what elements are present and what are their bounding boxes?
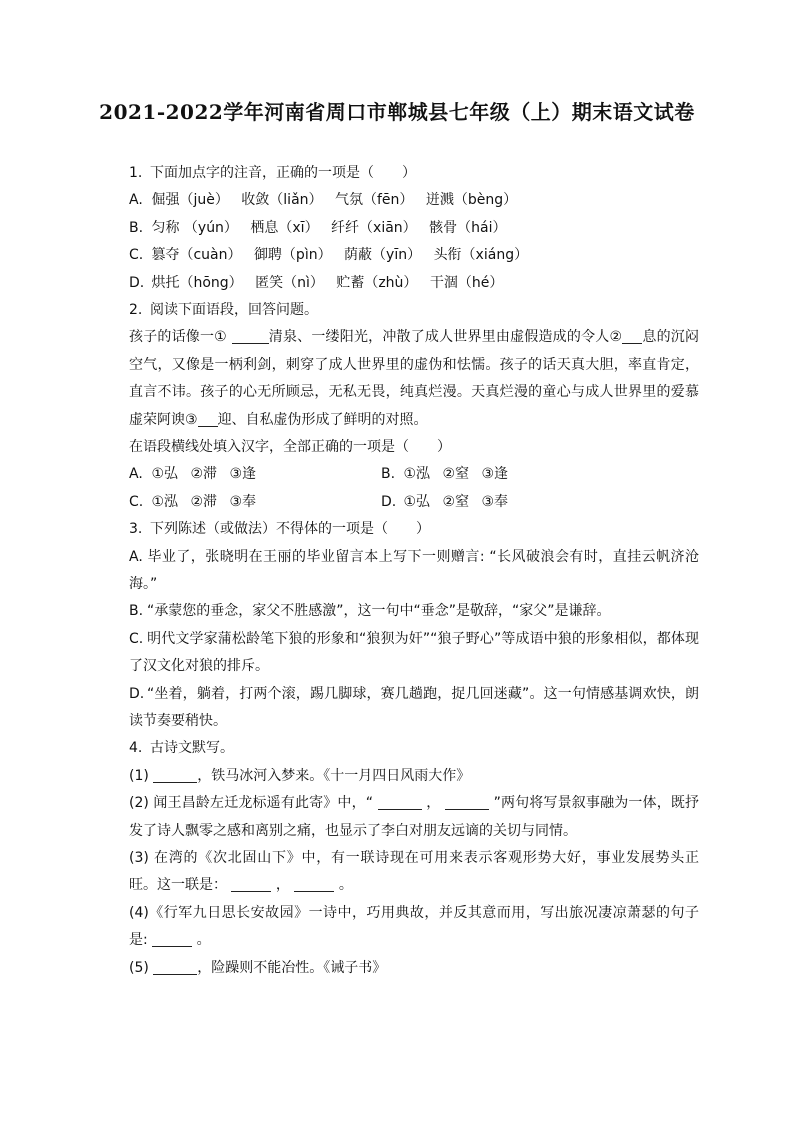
option-label: C.	[129, 247, 144, 264]
q2-option-a	[129, 466, 264, 482]
option-item: ②滞	[190, 493, 218, 510]
blank-3	[198, 410, 218, 427]
option-item: 收敛（liǎn）	[241, 192, 323, 209]
option-item: 贮蓄（zhù）	[336, 274, 418, 291]
option-item: 荫蔽（yīn）	[344, 247, 422, 264]
item-text: (4)《行军九日思长安故园》一诗中，巧用典故，并反其意而用，写出旅况凄凉萧瑟的句子是:	[129, 904, 699, 949]
option-item: 干涸（hé）	[429, 274, 504, 291]
option-item: ③奉	[229, 493, 257, 510]
option-item: ①弘	[151, 466, 179, 483]
option-item: 纤纤（xiān）	[331, 219, 417, 236]
option-item: 篡夺（cuàn）	[151, 247, 242, 264]
passage-text: 清泉、一缕阳光，冲散了成人世界里由虚假造成的令人②	[268, 329, 623, 346]
option-text: 明代文学家蒲松龄笔下狼的形象和“狼狈为奸”“狼子野心”等成语中狼的形象相似，都体现了汉文化对狼的排斥。	[129, 630, 699, 675]
q2-number: 2.	[129, 301, 143, 318]
option-text: “承蒙您的垂念，家父不胜感激”，这一句中“垂念”是敬辞，“家父”是谦辞。	[147, 603, 611, 620]
option-item: ①弘	[403, 493, 431, 510]
item-text: ，	[426, 795, 441, 812]
q4-stem-text: 古诗文默写。	[150, 740, 234, 757]
q2-options-row-1	[129, 461, 699, 488]
q1-option-b	[129, 215, 699, 242]
option-label: C.	[129, 493, 144, 510]
fill-blank	[445, 793, 489, 810]
fill-blank	[152, 930, 192, 947]
q1-option-d	[129, 270, 699, 297]
item-text: (5)	[129, 959, 149, 976]
fill-blank	[378, 793, 422, 810]
q2-options-row-2	[129, 489, 699, 516]
option-item: ③奉	[481, 493, 509, 510]
option-label: D.	[129, 274, 145, 291]
blank-2	[622, 327, 642, 344]
fill-blank	[153, 766, 197, 783]
q3-number: 3.	[129, 521, 143, 538]
item-text: ，险躁则不能冶性。《诫子书》	[197, 959, 387, 976]
q4-item-2	[129, 790, 699, 845]
q4-item-3	[129, 845, 699, 900]
q2-option-b	[381, 461, 516, 488]
item-text: (2) 闻王昌龄左迁龙标遥有此寄》中，“	[129, 795, 373, 812]
option-item: ②滞	[190, 466, 218, 483]
option-item: 栖息（xī）	[250, 219, 319, 236]
option-label: D.	[381, 493, 397, 510]
q2-option-c	[129, 494, 264, 510]
q2-passage	[129, 324, 699, 434]
exam-content	[129, 160, 699, 982]
q4-item-5	[129, 955, 699, 982]
option-item: ③逢	[229, 466, 257, 483]
option-item: 烘托（hōng）	[151, 274, 243, 291]
q3-option-d	[129, 681, 699, 736]
q2-prompt: 在语段横线处填入汉字，全部正确的一项是（ ）	[129, 438, 451, 455]
item-text: ，	[275, 877, 290, 894]
fill-blank	[294, 875, 334, 892]
q2-stem-text: 阅读下面语段，回答问题。	[150, 301, 318, 318]
item-text: ，铁马冰河入梦来。《十一月四日风雨大作》	[197, 767, 471, 784]
option-item: 骸骨（hái）	[429, 219, 507, 236]
option-item: ①泓	[403, 466, 431, 483]
q2-option-d	[381, 489, 516, 516]
q1-option-c	[129, 242, 699, 269]
q3-stem-text: 下列陈述（或做法）不得体的一项是（ ）	[150, 521, 430, 538]
q4-item-1	[129, 763, 699, 790]
option-item: 气氛（fēn）	[334, 192, 414, 209]
item-text: (1)	[129, 767, 149, 784]
q3-stem	[129, 516, 699, 543]
q1-stem	[129, 160, 699, 187]
fill-blank	[231, 875, 271, 892]
q3-option-a	[129, 544, 699, 599]
option-label: A.	[129, 548, 143, 565]
q1-stem-text: 下面加点字的注音，正确的一项是（ ）	[150, 165, 416, 181]
passage-text: 息的沉闷空气，又像是一柄利剑，刺穿了成人世界里的虚伪和怯懦。孩子的话天真大胆，率直肯定，直言不讳。孩子的心无所顾忌，无私无畏，纯真烂漫。天真烂漫的童心与成人世界里的爱慕虚荣阿谀③	[129, 329, 699, 428]
q4-item-4	[129, 900, 699, 955]
q2-stem	[129, 297, 699, 324]
option-label: A.	[129, 466, 143, 483]
q4-stem	[129, 735, 699, 762]
option-item: ①泓	[151, 493, 179, 510]
item-text: (3) 在湾的《次北固山下》中，有一联诗现在可用来表示客观形势大好，事业发展势头正旺。这一联是：	[129, 849, 699, 894]
option-label: B.	[129, 603, 144, 620]
option-label: B.	[129, 219, 144, 236]
q4-number: 4.	[129, 740, 143, 757]
item-text: 。	[338, 877, 353, 894]
q3-option-b	[129, 598, 699, 625]
option-item: ③逢	[481, 466, 509, 483]
blank-1	[232, 327, 269, 344]
option-label: C.	[129, 630, 144, 647]
option-item: 迸溅（bèng）	[425, 192, 518, 209]
option-label: B.	[381, 466, 396, 483]
option-item: ②窒	[442, 466, 470, 483]
option-label: D.	[129, 685, 145, 702]
passage-text: 迎、自私虚伪形成了鲜明的对照。	[217, 411, 428, 428]
option-text: 毕业了，张晓明在王丽的毕业留言本上写下一则赠言: “长风破浪会有时，直挂云帆济沧海。”	[129, 548, 699, 592]
option-item: ②窒	[442, 493, 470, 510]
q3-option-c	[129, 626, 699, 681]
q1-option-a	[129, 187, 699, 214]
page-title: 2021-2022学年河南省周口市郸城县七年级（上）期末语文试卷	[99, 100, 695, 124]
option-label: A.	[129, 192, 143, 209]
option-item: 倔强（juè）	[151, 192, 229, 209]
passage-text: 孩子的话像一①	[129, 329, 227, 346]
fill-blank	[153, 958, 197, 975]
option-item: 匿笑（nì）	[255, 274, 324, 291]
item-text: ”两句将写景叙事融为一体，既抒发了诗人飘零之感和离别之痛，也显示了李白对朋友远谪的关切与同情。	[129, 795, 699, 839]
q1-number: 1.	[129, 165, 143, 181]
option-item: 头衔（xiáng）	[433, 247, 529, 264]
option-item: 匀称 （yún）	[151, 219, 238, 236]
option-text: “坐着，躺着，打两个滚，踢几脚球，赛几趟跑，捉几回迷藏”。这一句情感基调欢快，朗读节奏要稍快。	[129, 685, 699, 729]
item-text: 。	[196, 932, 211, 949]
option-item: 御聘（pìn）	[253, 247, 332, 264]
